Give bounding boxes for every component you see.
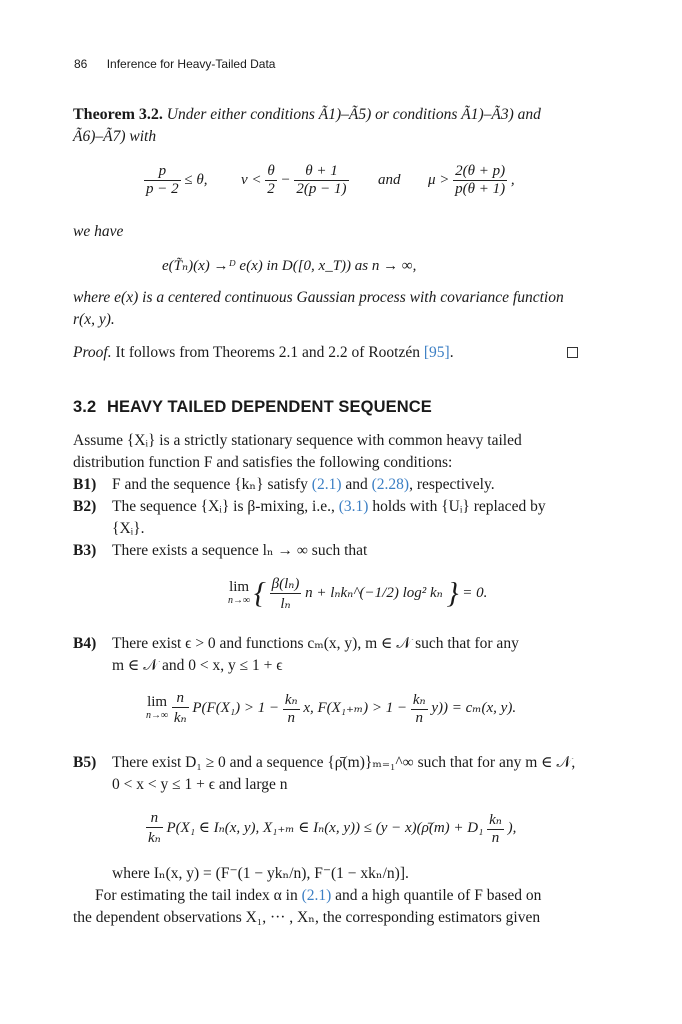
convergence-equation: e(T̃ₙ)(x) →ᴰ e(x) in D([0, x_T)) as n → ∞, <box>162 258 417 274</box>
closing-line-1 <box>95 885 583 907</box>
b4-lim-word: lim <box>147 693 168 710</box>
cond2-lhs: ν < <box>240 171 262 188</box>
cond1-fraction <box>144 163 181 198</box>
section-number: 3.2 <box>73 398 97 416</box>
section-title: HEAVY TAILED DEPENDENT SEQUENCE <box>106 398 432 416</box>
cond2-fraction-2 <box>294 163 348 198</box>
where-line-2: r(x, y). <box>73 311 115 328</box>
b5-part1: P(X₁ ∈ Iₙ(x, y), X₁₊ₘ ∈ Iₙ(x, y)) ≤ (y − x)(ρ̄(m) + D₁ <box>166 819 484 836</box>
b4-fraction-2 <box>283 690 300 727</box>
proof-ref-link[interactable]: [95] <box>423 344 450 361</box>
cond2-minus: − <box>280 171 291 188</box>
b1-ref1-link[interactable]: (2.1) <box>311 476 342 493</box>
qed-box-icon <box>567 347 578 358</box>
theorem-label: Theorem 3.2. <box>73 106 163 123</box>
cond1-den: p − 2 <box>146 181 179 197</box>
closing-line-2: the dependent observations X₁, ··· , Xₙ, the corresponding estimators given <box>73 909 541 926</box>
b4-f3-den: n <box>411 709 428 727</box>
theorem-line-1 <box>73 104 583 126</box>
b1-ref2-link[interactable]: (2.28) <box>371 476 410 493</box>
b5-f2-num: kₙ <box>489 812 502 828</box>
we-have: we have <box>73 223 124 240</box>
cond3-den: p(θ + 1) <box>455 181 506 197</box>
b4-part2: x, F(X₁₊ₘ) > 1 − <box>303 699 408 716</box>
proof-text: It follows from Theorems 2.1 and 2.2 of Rootzén <box>115 344 420 361</box>
b3-den: lₙ <box>270 593 302 613</box>
intro-line-1: Assume {Xᵢ} is a strictly stationary sequence with common heavy tailed <box>73 432 522 449</box>
b4-f1-num: n <box>176 690 185 706</box>
proof-label: Proof. <box>73 344 112 361</box>
b3-left-brace: { <box>253 576 266 610</box>
b5-f2-den: n <box>487 829 504 847</box>
b4-lim-sub: n→∞ <box>146 709 169 721</box>
closing-ref-link[interactable]: (2.1) <box>301 887 332 904</box>
b4-part3: y)) = cₘ(x, y). <box>431 699 517 716</box>
running-header <box>74 57 275 71</box>
b4-label: B4) <box>73 635 97 652</box>
b4-fraction-3 <box>411 690 428 727</box>
b3-tail: = 0. <box>462 584 488 601</box>
and-word: and <box>378 171 401 188</box>
closing-pre: For estimating the tail index α in <box>95 887 298 904</box>
cond2-fraction-1 <box>265 163 277 198</box>
b5-f1-num: n <box>150 810 159 826</box>
b2-label: B2) <box>73 498 97 515</box>
b5-f1-den: kₙ <box>146 827 163 847</box>
b3-num: β(lₙ) <box>271 576 300 592</box>
b5-label: B5) <box>73 754 97 771</box>
section-heading <box>73 398 432 417</box>
b5-line-1: There exist D₁ ≥ 0 and a sequence {ρ̄(m)}ₘ₌₁^∞ such that for any m ∈ 𝒩, <box>112 754 576 771</box>
b5-part2: ), <box>507 819 517 836</box>
b5-fraction-2 <box>487 810 504 847</box>
cond1-num: p <box>158 163 167 179</box>
b2-line-2: {Xᵢ}. <box>112 520 145 537</box>
b4-line-1: There exist ϵ > 0 and functions cₘ(x, y), m ∈ 𝒩 such that for any <box>112 635 519 652</box>
page-number: 86 <box>74 57 88 71</box>
b3-lim-sub: n→∞ <box>228 594 251 606</box>
cond1-rel: ≤ θ, <box>184 171 208 188</box>
b2-text <box>112 496 582 518</box>
b3-fraction <box>270 574 302 613</box>
b2-ref-link[interactable]: (3.1) <box>338 498 369 515</box>
b4-line-2: m ∈ 𝒩 and 0 < x, y ≤ 1 + ϵ <box>112 657 283 674</box>
b3-text: There exists a sequence lₙ → ∞ such that <box>112 542 368 559</box>
b4-lim <box>146 695 168 723</box>
b1-text <box>112 474 582 496</box>
b4-f2-num: kₙ <box>284 692 298 708</box>
cond2-frac2-den: 2(p − 1) <box>296 181 347 197</box>
b5-fraction-1 <box>146 810 163 847</box>
b2-pre: The sequence {Xᵢ} is β-mixing, i.e., <box>112 498 335 515</box>
proof-end: . <box>449 344 454 361</box>
cond2-frac1-den: 2 <box>267 181 275 197</box>
cond3-lhs: μ > <box>428 171 450 188</box>
b4-fraction-1 <box>172 690 189 727</box>
b3-equation <box>228 574 487 613</box>
intro-line-2: distribution function F and satisfies the following conditions: <box>73 454 453 471</box>
proof-line <box>73 342 583 364</box>
cond2-frac1-num: θ <box>267 163 275 179</box>
b4-f2-den: n <box>283 709 300 727</box>
b3-label: B3) <box>73 542 97 559</box>
running-title: Inference for Heavy-Tailed Data <box>106 57 276 71</box>
b5-equation <box>146 810 516 847</box>
b4-f1-den: kₙ <box>172 707 189 727</box>
b3-rest: n + lₙkₙ^(−1/2) log² kₙ <box>305 584 443 601</box>
cond2-frac2-num: θ + 1 <box>305 163 338 179</box>
theorem-condition-equation <box>144 163 515 198</box>
cond3-tail: , <box>510 171 515 188</box>
theorem-line-2: Ã6)–Ã7) with <box>73 128 157 145</box>
cond3-num: 2(θ + p) <box>455 163 506 179</box>
b3-lim <box>228 580 250 608</box>
b1-post: , respectively. <box>409 476 495 493</box>
b1-mid: and <box>345 476 368 493</box>
b5-where: where Iₙ(x, y) = (F⁻(1 − ykₙ/n), F⁻(1 − xkₙ/n)]. <box>112 865 409 882</box>
where-line-1: where e(x) is a centered continuous Gaussian process with covariance function <box>73 289 564 306</box>
b1-pre: F and the sequence {kₙ} satisfy <box>112 476 308 493</box>
b4-f3-num: kₙ <box>412 692 426 708</box>
theorem-text-1: Under either conditions Ã1)–Ã5) or conditions Ã1)–Ã3) and <box>166 106 541 123</box>
b5-line-2: 0 < x < y ≤ 1 + ϵ and large n <box>112 776 288 793</box>
b4-part1: P(F(X₁) > 1 − <box>192 699 280 716</box>
b2-post: holds with {Uᵢ} replaced by <box>372 498 546 515</box>
closing-post: and a high quantile of F based on <box>335 887 542 904</box>
b1-label: B1) <box>73 476 97 493</box>
cond3-fraction <box>453 163 507 198</box>
b4-equation <box>146 690 516 727</box>
b3-right-brace: } <box>446 576 459 610</box>
b3-lim-word: lim <box>229 578 250 595</box>
